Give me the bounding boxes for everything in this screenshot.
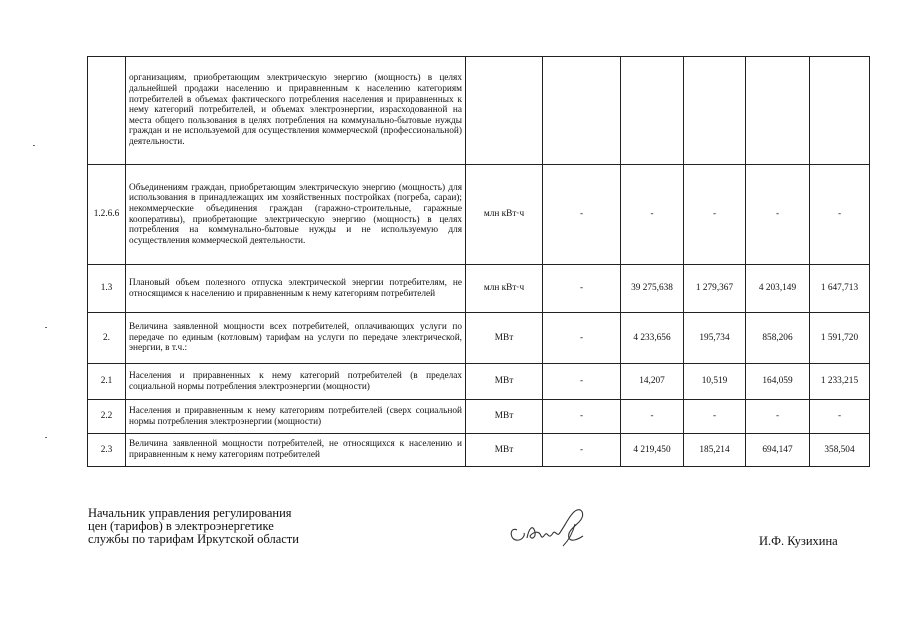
row-number: 1.2.6.6 (88, 165, 126, 265)
row-number: 2.1 (88, 364, 126, 400)
table-row (88, 400, 870, 434)
row-value-4: - (746, 165, 810, 265)
table-row (88, 165, 870, 265)
row-value-1: - (543, 165, 621, 265)
row-value-2: 39 275,638 (621, 265, 684, 313)
scan-speck (33, 145, 35, 146)
row-value-1: - (543, 313, 621, 364)
row-value-5: 1 647,713 (810, 265, 870, 313)
row-value-1 (543, 57, 621, 165)
row-description: организациям, приобретающим электрическую энергию (мощность) в целях дальнейшей продажи населению и приравненным к населению категориям потребителей в объемах фактического потребления населения и приравненных к нему категорий потребителей, и объемах электроэнергии, израсходованной на места общего пользования в целях потребления на коммунально-бытовые нужды граждан и не используемой для осуществления коммерческой (профессиональной) деятельности. (126, 57, 466, 165)
row-value-4: - (746, 400, 810, 434)
row-value-5: 358,504 (810, 434, 870, 467)
row-value-2: - (621, 400, 684, 434)
signatory-title (88, 507, 299, 547)
row-value-3: 1 279,367 (684, 265, 746, 313)
row-value-5 (810, 57, 870, 165)
row-value-5: - (810, 165, 870, 265)
row-value-1: - (543, 265, 621, 313)
row-value-5: 1 233,215 (810, 364, 870, 400)
table-row (88, 265, 870, 313)
row-description: Плановый объем полезного отпуска электрической энергии потребителям, не относящимся к населению и приравненным к нему категориям потребителей (126, 265, 466, 313)
table-body (88, 57, 870, 467)
row-value-3: 195,734 (684, 313, 746, 364)
row-description: Объединениям граждан, приобретающим электрическую энергию (мощность) для использования в принадлежащих им хозяйственных постройках (погреба, сараи); некоммерческие объединения граждан (гаражно-строительные, гаражные кооперативы), приобретающие электрическую энергию (мощность) в целях потребления на коммунально-бытовые нужды и не используемую для осуществления коммерческой деятельности. (126, 165, 466, 265)
row-value-4: 858,206 (746, 313, 810, 364)
handwritten-signature (503, 502, 598, 552)
row-unit (466, 57, 543, 165)
row-unit: млн кВт·ч (466, 265, 543, 313)
signer-name: И.Ф. Кузихина (759, 534, 838, 548)
table-row (88, 364, 870, 400)
row-value-1: - (543, 364, 621, 400)
table-row (88, 57, 870, 165)
row-value-1: - (543, 400, 621, 434)
row-value-2 (621, 57, 684, 165)
row-value-3: - (684, 400, 746, 434)
row-value-4 (746, 57, 810, 165)
row-description: Величина заявленной мощности всех потребителей, оплачивающих услуги по передаче по единым (котловым) тарифам на услуги по передаче электрической, энергии, в т.ч.: (126, 313, 466, 364)
row-unit: МВт (466, 400, 543, 434)
row-value-3 (684, 57, 746, 165)
signatory-title-line: службы по тарифам Иркутской области (88, 532, 299, 547)
row-description: Населения и приравненным к нему категориям потребителей (сверх социальной нормы потребления электроэнергии (мощности) (126, 400, 466, 434)
row-description: Населения и приравненных к нему категорий потребителей (в пределах социальной нормы потребления электроэнергии (мощности) (126, 364, 466, 400)
row-value-2: - (621, 165, 684, 265)
row-number: 2.3 (88, 434, 126, 467)
row-number: 1.3 (88, 265, 126, 313)
row-value-2: 14,207 (621, 364, 684, 400)
row-unit: млн кВт·ч (466, 165, 543, 265)
scan-speck (45, 437, 47, 438)
row-value-2: 4 233,656 (621, 313, 684, 364)
tariff-table (87, 56, 870, 467)
row-number: 2.2 (88, 400, 126, 434)
row-number (88, 57, 126, 165)
row-value-3: - (684, 165, 746, 265)
scan-speck (45, 327, 47, 328)
table-row (88, 313, 870, 364)
row-value-2: 4 219,450 (621, 434, 684, 467)
row-unit: МВт (466, 434, 543, 467)
row-value-4: 694,147 (746, 434, 810, 467)
row-value-5: 1 591,720 (810, 313, 870, 364)
row-value-4: 4 203,149 (746, 265, 810, 313)
row-unit: МВт (466, 364, 543, 400)
table-row (88, 434, 870, 467)
row-number: 2. (88, 313, 126, 364)
row-description: Величина заявленной мощности потребителей, не относящихся к населению и приравненным к нему категориям потребителей (126, 434, 466, 467)
signatory-title-line: Начальник управления регулирования (88, 506, 292, 520)
row-unit: МВт (466, 313, 543, 364)
row-value-3: 10,519 (684, 364, 746, 400)
row-value-3: 185,214 (684, 434, 746, 467)
row-value-4: 164,059 (746, 364, 810, 400)
signatory-title-line: цен (тарифов) в электроэнергетике (88, 519, 274, 534)
row-value-1: - (543, 434, 621, 467)
row-value-5: - (810, 400, 870, 434)
